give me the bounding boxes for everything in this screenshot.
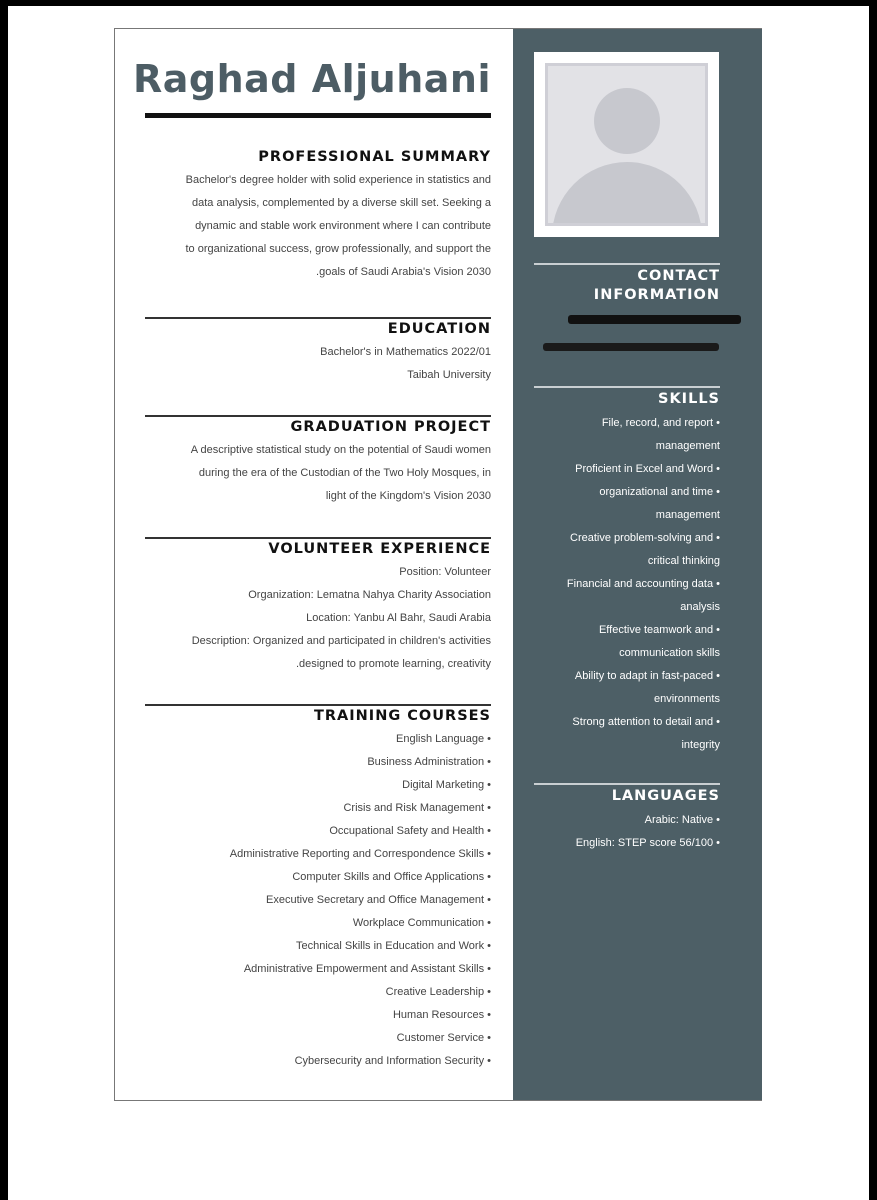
course-item: Computer Skills and Office Applications • [292,870,491,883]
skill-line: critical thinking [647,554,720,567]
skill-line: Proficient in Excel and Word • [575,462,720,475]
language-line: English: STEP score 56/100 • [575,836,720,849]
summary-line: data analysis, complemented by a diverse skill set. Seeking a [192,197,491,209]
skill-line: Creative problem-solving and • [570,531,720,544]
education-heading: EDUCATION [387,320,491,337]
course-item: Human Resources • [392,1008,491,1021]
project-line: A descriptive statistical study on the potential of Saudi women [190,443,491,456]
contact-heading-line-1: CONTACT [637,267,720,284]
courses-heading: TRAINING COURSES [314,707,491,724]
project-line: light of the Kingdom's Vision 2030 [325,489,491,502]
courses-section [145,704,491,1073]
volunteer-line: Position: Volunteer [399,565,491,578]
sidebar-divider [534,263,720,265]
skill-line: integrity [681,738,720,751]
volunteer-line: .designed to promote learning, creativity [295,657,491,670]
avatar-head [594,88,660,154]
summary-heading: PROFESSIONAL SUMMARY [258,149,491,165]
course-item: Technical Skills in Education and Work • [295,939,491,952]
course-item: Workplace Communication • [352,916,491,929]
course-item: English Language • [396,732,491,745]
section-divider [145,704,491,706]
skill-line: environments [653,692,720,705]
sidebar-divider [534,386,720,388]
section-divider [145,415,491,417]
skill-line: communication skills [619,646,720,659]
skill-line: Ability to adapt in fast-paced • [574,669,720,682]
candidate-name: Raghad Aljuhani [132,57,491,101]
skill-line: Effective teamwork and • [598,623,720,636]
volunteer-line: Description: Organized and participated in children's activities [191,634,491,647]
course-item: Administrative Reporting and Correspondence Skills • [229,847,491,860]
summary-line: to organizational success, grow professionally, and support the [185,243,491,255]
languages-heading: LANGUAGES [611,787,720,804]
skill-line: Financial and accounting data • [566,577,720,590]
volunteer-section [145,537,491,676]
project-heading: GRADUATION PROJECT [290,418,491,435]
volunteer-line: Location: Yanbu Al Bahr, Saudi Arabia [306,611,491,624]
volunteer-heading: VOLUNTEER EXPERIENCE [268,540,491,557]
course-item: Creative Leadership • [385,985,491,998]
sidebar-divider [534,783,720,785]
section-divider [145,537,491,539]
resume-page [114,28,762,1101]
education-section [145,317,491,387]
skill-line: File, record, and report • [601,416,720,429]
language-line: Arabic: Native • [644,813,720,826]
course-item: Crisis and Risk Management • [343,801,491,814]
summary-section [145,149,491,284]
skill-line: management [655,439,720,452]
skills-heading: SKILLS [658,390,720,407]
skill-line: organizational and time • [599,485,720,498]
right-sidebar [513,29,762,1100]
course-item: Cybersecurity and Information Security • [294,1054,491,1067]
languages-section [534,783,720,855]
contact-section [534,263,720,305]
project-section [145,415,491,508]
skill-line: analysis [680,600,720,613]
volunteer-line: Organization: Lematna Nahya Charity Association [248,588,491,601]
skill-line: management [655,508,720,521]
skills-section [534,386,720,757]
course-item: Executive Secretary and Office Management • [266,893,491,906]
redacted-phone [568,315,741,324]
project-line: during the era of the Custodian of the Two Holy Mosques, in [198,466,491,479]
contact-heading-line-2: INFORMATION [593,286,720,303]
profile-photo-frame [534,52,719,237]
avatar-placeholder-icon [545,63,708,226]
course-item: Digital Marketing • [402,778,491,791]
avatar-body [552,162,702,226]
summary-line: Bachelor's degree holder with solid experience in statistics and [185,174,491,186]
name-underline [145,113,491,118]
summary-line: dynamic and stable work environment where I can contribute [195,220,491,232]
course-item: Occupational Safety and Health • [329,824,491,837]
summary-line: .goals of Saudi Arabia's Vision 2030 [316,266,491,278]
course-item: Business Administration • [367,755,491,768]
education-line: Taibah University [407,368,491,381]
redacted-email [543,343,719,351]
skill-line: Strong attention to detail and • [572,715,720,728]
course-item: Customer Service • [396,1031,491,1044]
course-item: Administrative Empowerment and Assistant Skills • [243,962,491,975]
education-line: Bachelor's in Mathematics 2022/01 [320,345,491,358]
section-divider [145,317,491,319]
